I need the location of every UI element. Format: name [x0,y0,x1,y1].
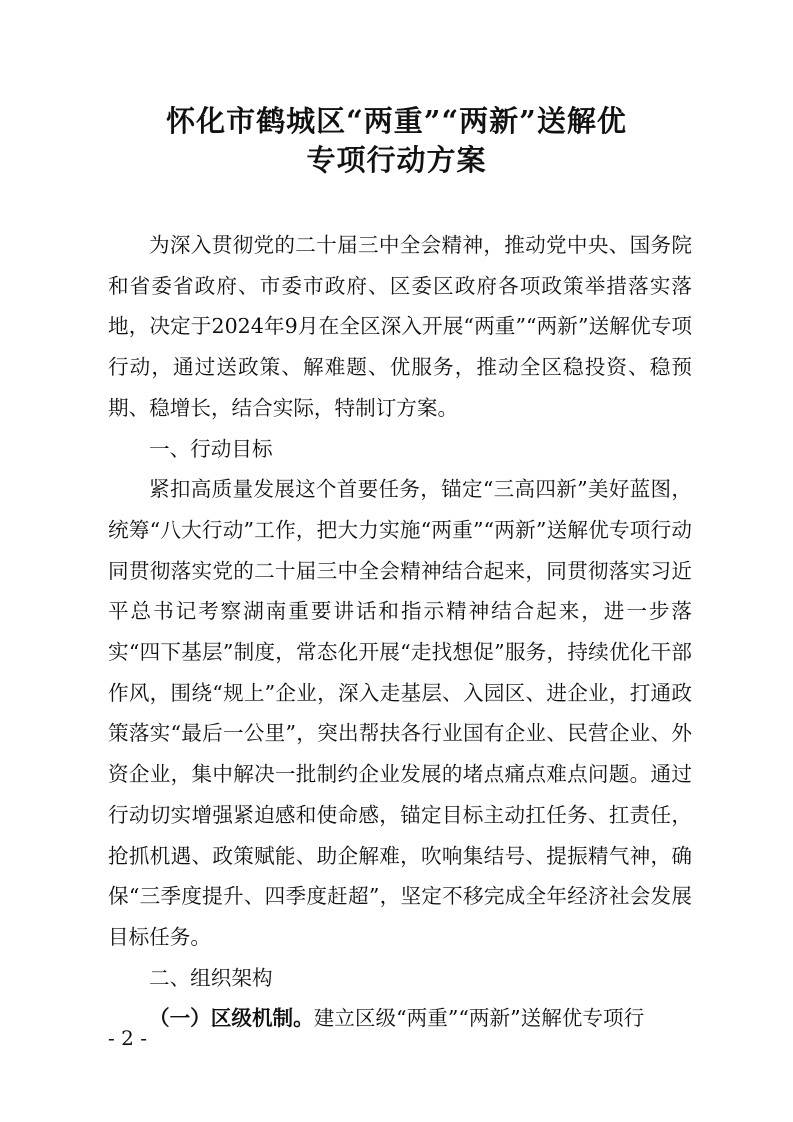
goals-paragraph: 紧扣高质量发展这个首要任务，锚定“三高四新”美好蓝图，统筹“八大行动”工作，把大力实施“两重”“两新”送解优专项行动同贯彻落实党的二十届三中全会精神结合起来，同贯彻落实习近平总书记考察湖南重要讲话和指示精神结合起来，进一步落实“四下基层”制度，常态化开展“走找想促”服务，持续优化干部作风，围绕“规上”企业，深入走基层、入园区、进企业，打通政策落实“最后一公里”，突出帮扶各行业国有企业、民营企业、外资企业，集中解决一批制约企业发展的堵点痛点难点问题。通过行动切实增强紧迫感和使命感，锚定目标主动扛任务、扛责任，抢抓机遇、政策赋能、助企解难，吹响集结号、提振精气神，确保“三季度提升、四季度赶超”，坚定不移完成全年经济社会发展目标任务。 [108,477,692,949]
section-heading-organization: 二、组织架构 [149,965,273,990]
district-mechanism-text: 建立区级“两重”“两新”送解优专项行 [313,1006,645,1031]
document-title-line-2: 专项行动方案 [306,143,487,177]
page-number: - 2 - [108,1026,147,1050]
document-title-line-1: 怀化市鹤城区“两重”“两新”送解优 [166,104,627,138]
district-mechanism-lead: （一）区级机制。 [149,1006,314,1031]
document-body [108,225,692,1039]
district-mechanism-paragraph [108,998,692,1039]
intro-paragraph: 为深入贯彻党的二十届三中全会精神，推动党中央、国务院和省委省政府、市委市政府、区委区政府各项政策举措落实落地，决定于2024年9月在全区深入开展“两重”“两新”送解优专项行动，通过送政策、解难题、优服务，推动全区稳投资、稳预期、稳增长，结合实际，特制订方案。 [108,233,692,420]
section-heading-goals: 一、行动目标 [149,436,273,461]
